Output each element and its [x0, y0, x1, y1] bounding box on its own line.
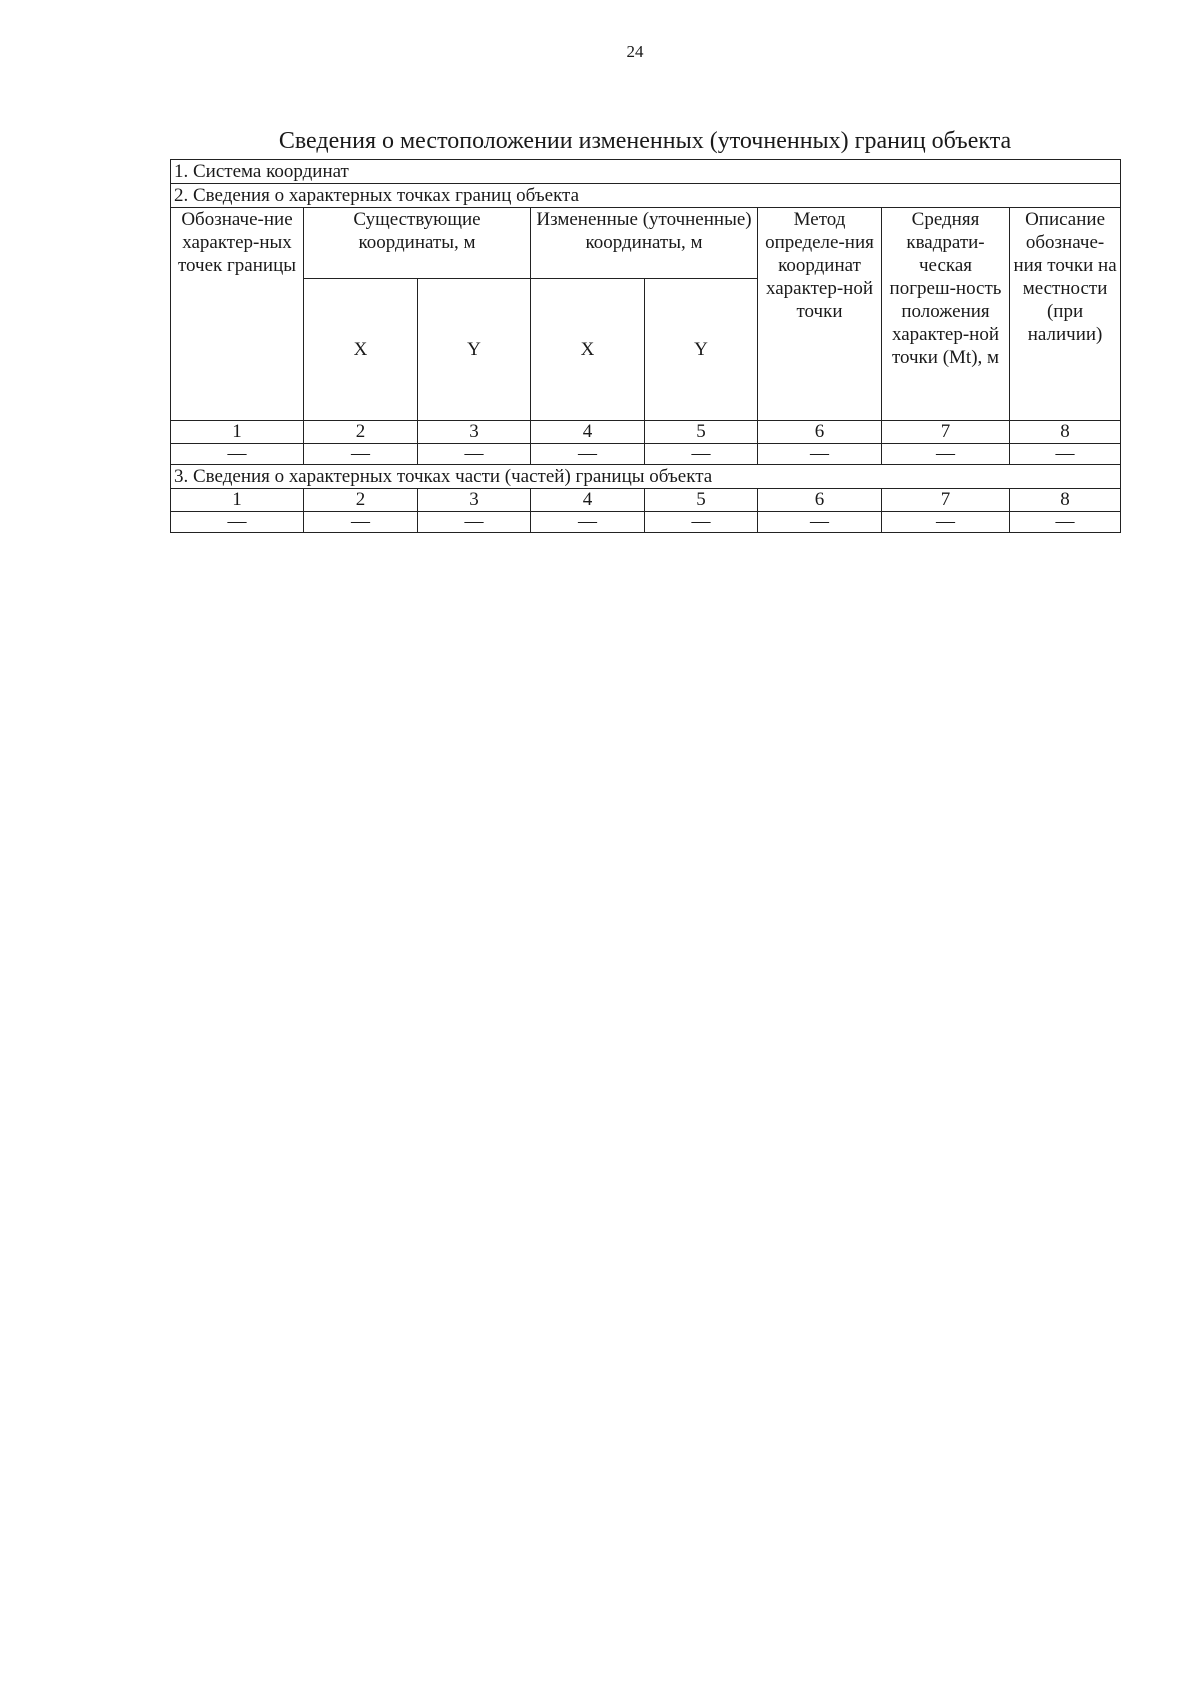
column-number: 8: [1010, 489, 1121, 512]
dash-cell: —: [531, 512, 645, 533]
header-description: Описание обозначе-ния точки на местности (при наличии): [1010, 208, 1121, 421]
dash-cell: —: [882, 512, 1010, 533]
column-number: 1: [171, 421, 304, 444]
section3-dash-row: [171, 512, 1121, 533]
column-number: 4: [531, 489, 645, 512]
dash-cell: —: [418, 512, 531, 533]
dash-cell: —: [1010, 444, 1121, 465]
section3-row: [171, 465, 1121, 489]
column-number: 6: [758, 421, 882, 444]
header-mean-error: Средняя квадрати-ческая погреш-ность положения характер-ной точки (Mt), м: [882, 208, 1010, 421]
header-existing-coordinates: Существующие координаты, м: [304, 208, 531, 279]
header-changed-x: X: [531, 279, 645, 421]
page-number: 24: [626, 42, 644, 61]
header-point-designation: Обозначе-ние характер-ных точек границы: [171, 208, 304, 421]
dash-cell: —: [531, 444, 645, 465]
dash-cell: —: [758, 512, 882, 533]
section2-row: [171, 184, 1121, 208]
section3-label: 3. Сведения о характерных точках части (частей) границы объекта: [171, 465, 1121, 489]
column-number: 4: [531, 421, 645, 444]
dash-cell: —: [171, 512, 304, 533]
dash-cell: —: [645, 512, 758, 533]
dash-cell: —: [645, 444, 758, 465]
dash-cell: —: [304, 444, 418, 465]
column-number: 7: [882, 421, 1010, 444]
column-numbers-row: [171, 421, 1121, 444]
header-row-top: [171, 208, 1121, 279]
dash-cell: —: [758, 444, 882, 465]
header-existing-x: X: [304, 279, 418, 421]
header-existing-y: Y: [418, 279, 531, 421]
column-number: 2: [304, 421, 418, 444]
column-number: 2: [304, 489, 418, 512]
column-number: 5: [645, 421, 758, 444]
dash-cell: —: [171, 444, 304, 465]
dash-cell: —: [418, 444, 531, 465]
column-number: 6: [758, 489, 882, 512]
header-changed-y: Y: [645, 279, 758, 421]
header-method: Метод определе-ния координат характер-ной точки: [758, 208, 882, 421]
section3-numbers-row: [171, 489, 1121, 512]
section1-label: 1. Система координат: [171, 160, 1121, 184]
column-number: 1: [171, 489, 304, 512]
column-number: 5: [645, 489, 758, 512]
dash-cell: —: [882, 444, 1010, 465]
section2-label: 2. Сведения о характерных точках границ объекта: [171, 184, 1121, 208]
boundary-table: [170, 159, 1121, 533]
column-number: 3: [418, 489, 531, 512]
dash-row: [171, 444, 1121, 465]
header-changed-coordinates: Измененные (уточненные) координаты, м: [531, 208, 758, 279]
dash-cell: —: [1010, 512, 1121, 533]
column-number: 3: [418, 421, 531, 444]
section1-row: [171, 160, 1121, 184]
column-number: 7: [882, 489, 1010, 512]
document-title: Сведения о местоположении измененных (уточненных) границ объекта: [278, 128, 1012, 154]
column-number: 8: [1010, 421, 1121, 444]
dash-cell: —: [304, 512, 418, 533]
